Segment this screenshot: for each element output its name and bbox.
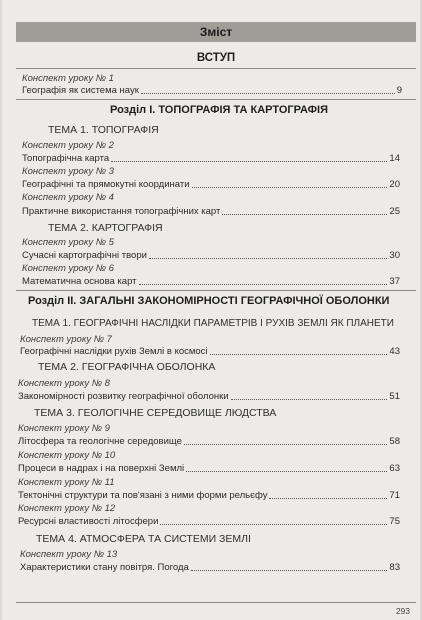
leader-dots (139, 284, 388, 285)
topic-title: ТЕМА 1. ТОПОГРАФІЯ (48, 124, 159, 136)
intro-title: ВСТУП (196, 52, 236, 64)
leader-dots (149, 258, 388, 259)
lesson-label: Конспект уроку № 1 (22, 73, 114, 84)
lesson-label: Конспект уроку № 8 (18, 378, 110, 389)
toc-entry[interactable] (22, 249, 400, 261)
lesson-label: Конспект уроку № 2 (22, 140, 114, 151)
divider (16, 68, 416, 69)
book-page (2, 0, 420, 620)
contents-title: Зміст (199, 25, 233, 39)
toc-entry-title: Географія як система наук (22, 85, 139, 96)
leader-dots (160, 524, 387, 525)
toc-entry-page: 20 (389, 179, 400, 190)
lesson-label: Конспект уроку № 5 (22, 237, 114, 248)
leader-dots (192, 187, 388, 188)
divider (16, 290, 416, 291)
section-title: Розділ І. ТОПОГРАФІЯ ТА КАРТОГРАФІЯ (110, 104, 329, 116)
toc-entry-title: Географічні та прямокутні координати (22, 179, 190, 190)
toc-entry-title: Топографічна карта (22, 153, 110, 164)
page-number: 293 (395, 606, 410, 616)
toc-entry-page: 14 (389, 153, 400, 164)
leader-dots (231, 399, 388, 400)
toc-entry[interactable] (18, 435, 400, 447)
toc-entry[interactable] (20, 561, 400, 573)
toc-entry-page: 9 (396, 85, 402, 96)
toc-entry-title: Характеристики стану повітря. Погода (20, 562, 189, 573)
toc-entry-page: 63 (389, 463, 400, 474)
toc-entry-title: Сучасні картографічні твори (22, 250, 147, 261)
toc-entry-page: 43 (389, 346, 400, 357)
toc-entry-title: Процеси в надрах і на поверхні Землі (18, 463, 185, 474)
toc-entry-page: 51 (389, 391, 400, 402)
toc-entry-title: Закономірності розвитку географічної оболонки (18, 391, 229, 402)
toc-entry[interactable] (18, 489, 400, 501)
toc-entry-page: 30 (389, 250, 400, 261)
lesson-label: Конспект уроку № 10 (18, 450, 116, 461)
toc-entry-page: 58 (389, 436, 400, 447)
topic-title: ТЕМА 2. ГЕОГРАФІЧНА ОБОЛОНКА (38, 361, 216, 373)
divider (16, 99, 416, 100)
toc-entry[interactable] (22, 84, 402, 96)
toc-entry-title: Математична основа карт (22, 276, 137, 287)
toc-entry-page: 83 (389, 562, 400, 573)
toc-entry-title: Ресурсні властивості літосфери (18, 516, 159, 527)
toc-entry-title: Практичне використання топографічних карт (22, 206, 221, 217)
lesson-label: Конспект уроку № 11 (18, 477, 115, 488)
topic-title: ТЕМА 3. ГЕОЛОГІЧНЕ СЕРЕДОВИЩЕ ЛЮДСТВА (34, 407, 277, 419)
leader-dots (210, 354, 388, 355)
leader-dots (269, 498, 387, 499)
leader-dots (111, 161, 387, 162)
lesson-label: Конспект уроку № 4 (22, 192, 114, 203)
toc-entry-page: 75 (389, 516, 400, 527)
toc-entry[interactable] (18, 515, 400, 527)
toc-entry[interactable] (22, 275, 400, 287)
toc-entry-title: Тектонічні структури та пов'язані з ними форми рельєфу (18, 490, 268, 501)
topic-title: ТЕМА 2. КАРТОГРАФІЯ (48, 222, 163, 234)
toc-entry[interactable] (22, 152, 400, 164)
leader-dots (141, 93, 395, 94)
lesson-label: Конспект уроку № 6 (22, 263, 114, 274)
toc-entry-page: 37 (389, 276, 400, 287)
toc-entry[interactable] (20, 345, 400, 357)
lesson-label: Конспект уроку № 13 (20, 549, 118, 560)
lesson-label: Конспект уроку № 9 (18, 423, 110, 434)
leader-dots (191, 570, 388, 571)
lesson-label: Конспект уроку № 3 (22, 166, 114, 177)
leader-dots (184, 444, 388, 445)
toc-entry-title: Географічні наслідки рухів Землі в космосі (20, 346, 208, 357)
topic-title: ТЕМА 1. ГЕОГРАФІЧНІ НАСЛІДКИ ПАРАМЕТРІВ І РУХІВ ЗЕМЛІ ЯК ПЛАНЕТИ (32, 318, 394, 329)
lesson-label: Конспект уроку № 7 (20, 334, 112, 345)
contents-header (16, 22, 416, 42)
leader-dots (186, 471, 387, 472)
toc-entry-title: Літосфера та геологічне середовище (18, 436, 182, 447)
topic-title: ТЕМА 4. АТМОСФЕРА ТА СИСТЕМИ ЗЕМЛІ (36, 533, 251, 545)
toc-entry-page: 71 (389, 490, 400, 501)
leader-dots (222, 214, 387, 215)
footer-divider (16, 602, 416, 603)
toc-entry[interactable] (22, 205, 400, 217)
section-title: Розділ ІІ. ЗАГАЛЬНІ ЗАКОНОМІРНОСТІ ГЕОГРАФІЧНОЇ ОБОЛОНКИ (28, 295, 390, 307)
toc-entry-page: 25 (389, 206, 400, 217)
toc-entry[interactable] (22, 178, 400, 190)
toc-entry[interactable] (18, 462, 400, 474)
lesson-label: Конспект уроку № 12 (18, 503, 116, 514)
toc-entry[interactable] (18, 390, 400, 402)
